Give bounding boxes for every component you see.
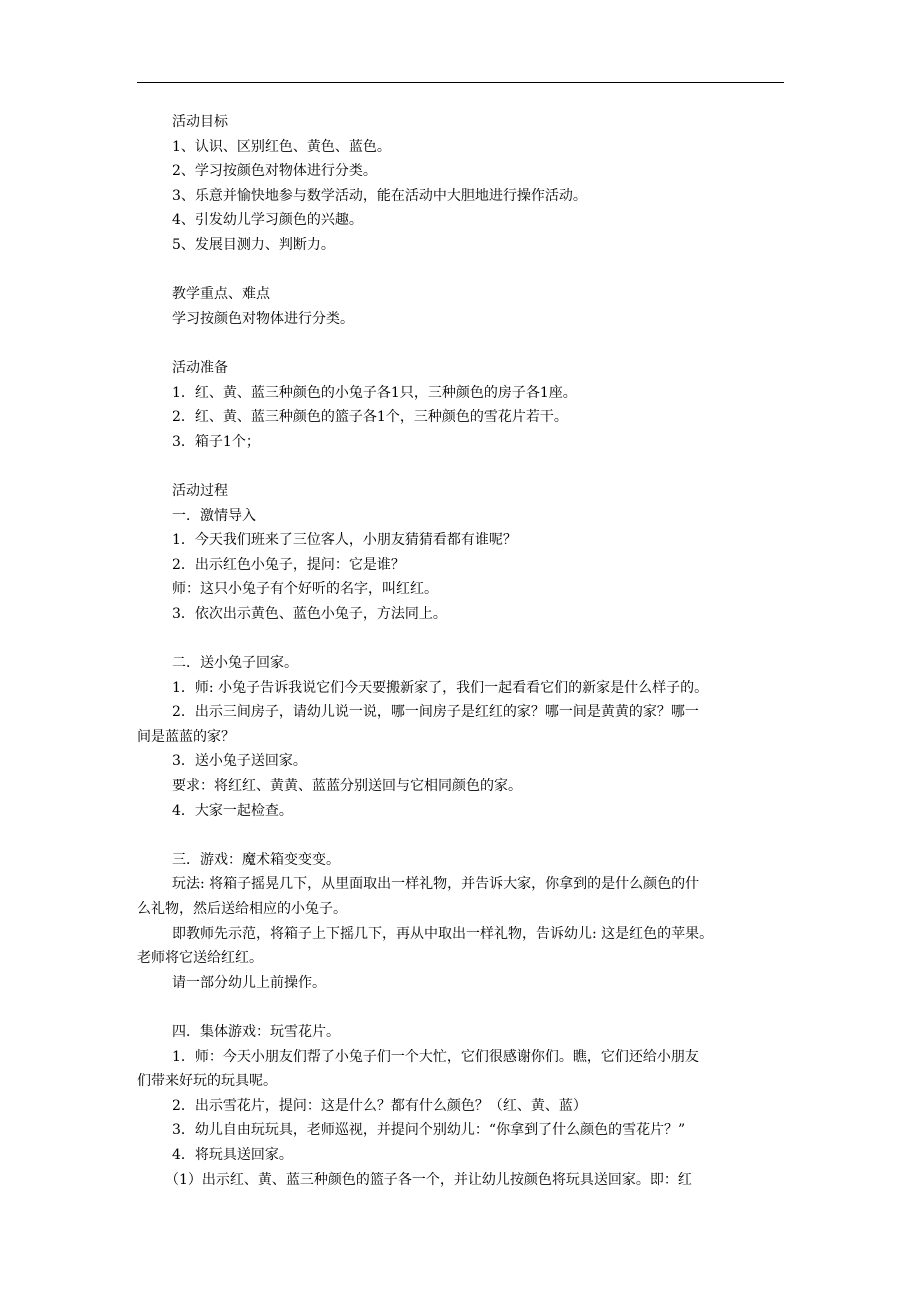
- part3-line: 么礼物，然后送给相应的小兔子。: [137, 901, 347, 917]
- part4-line: 们带来好玩的玩具呢。: [137, 1073, 277, 1090]
- part4-line: 3．幼儿自由玩玩具，老师巡视，并提问个别幼儿：“你拿到了什么颜色的雪花片？”: [172, 1122, 686, 1139]
- prep-item: 2．红、黄、蓝三种颜色的篮子各1个，三种颜色的雪花片若干。: [172, 409, 568, 426]
- part1-line: 师：这只小兔子有个好听的名字，叫红红。: [172, 581, 438, 598]
- part3-line: 老师将它送给红红。: [137, 950, 263, 967]
- part4-line: 2．出示雪花片，提问：这是什么？都有什么颜色？（红、黄、蓝）: [172, 1097, 587, 1114]
- goal-item: 4、引发幼儿学习颜色的兴趣。: [172, 212, 363, 229]
- part1-line: 3．依次出示黄色、蓝色小兔子，方法同上。: [172, 605, 447, 622]
- prep-item: 3．箱子1个；: [172, 433, 260, 450]
- part4-line: 1．师：今天小朋友们帮了小兔子们一个大忙，它们很感谢你们。瞧，它们还给小朋友: [172, 1048, 699, 1065]
- part3-line: 请一部分幼儿上前操作。: [172, 974, 326, 991]
- part4-line: 4．将玩具送回家。: [172, 1146, 293, 1163]
- part2-line: 要求：将红红、黄黄、蓝蓝分别送回与它相同颜色的家。: [172, 778, 522, 795]
- goal-item: 2、学习按颜色对物体进行分类。: [172, 163, 377, 180]
- goals-heading: 活动目标: [172, 114, 228, 130]
- process-heading: 活动过程: [172, 482, 228, 499]
- part3-line: 即教师先示范，将箱子上下摇几下，再从中取出一样礼物，告诉幼儿: 这是红色的苹果。: [172, 925, 714, 942]
- part2-line: 4．大家一起检查。: [172, 802, 293, 819]
- prep-heading: 活动准备: [172, 359, 228, 376]
- document-body: [137, 110, 785, 1192]
- goal-item: 1、认识、区别红色、黄色、蓝色。: [172, 138, 391, 155]
- part1-line: 2．出示红色小兔子，提问：它是谁？: [172, 556, 405, 573]
- part4-title: 四．集体游戏：玩雪花片。: [172, 1023, 340, 1040]
- part2-line: 间是蓝蓝的家？: [137, 728, 235, 745]
- header-rule: [137, 82, 784, 83]
- prep-item: 1．红、黄、蓝三种颜色的小兔子各1只，三种颜色的房子各1座。: [172, 384, 577, 401]
- part4-line: （1）出示红、黄、蓝三种颜色的篮子各一个，并让幼儿按颜色将玩具送回家。即：红: [165, 1171, 692, 1188]
- part2-line: 3．送小兔子送回家。: [172, 753, 307, 770]
- part1-line: 1．今天我们班来了三位客人，小朋友猜猜看都有谁呢？: [172, 532, 517, 549]
- part2-line: 2．出示三间房子，请幼儿说一说，哪一间房子是红红的家？哪一间是黄黄的家？哪一: [172, 704, 699, 721]
- focus-heading: 教学重点、难点: [172, 286, 270, 303]
- part1-title: 一．激情导入: [172, 507, 256, 524]
- part3-title: 三．游戏：魔术箱变变变。: [172, 851, 340, 868]
- focus-text: 学习按颜色对物体进行分类。: [172, 310, 354, 327]
- part3-line: 玩法: 将箱子摇晃几下，从里面取出一样礼物，并告诉大家，你拿到的是什么颜色的什: [172, 876, 700, 893]
- goal-item: 5、发展目测力、判断力。: [172, 236, 335, 253]
- goal-item: 3、乐意并愉快地参与数学活动，能在活动中大胆地进行操作活动。: [172, 187, 587, 204]
- part2-line: 1．师: 小兔子告诉我说它们今天要搬新家了，我们一起看看它们的新家是什么样子的。: [172, 679, 709, 696]
- part2-title: 二．送小兔子回家。: [172, 655, 298, 672]
